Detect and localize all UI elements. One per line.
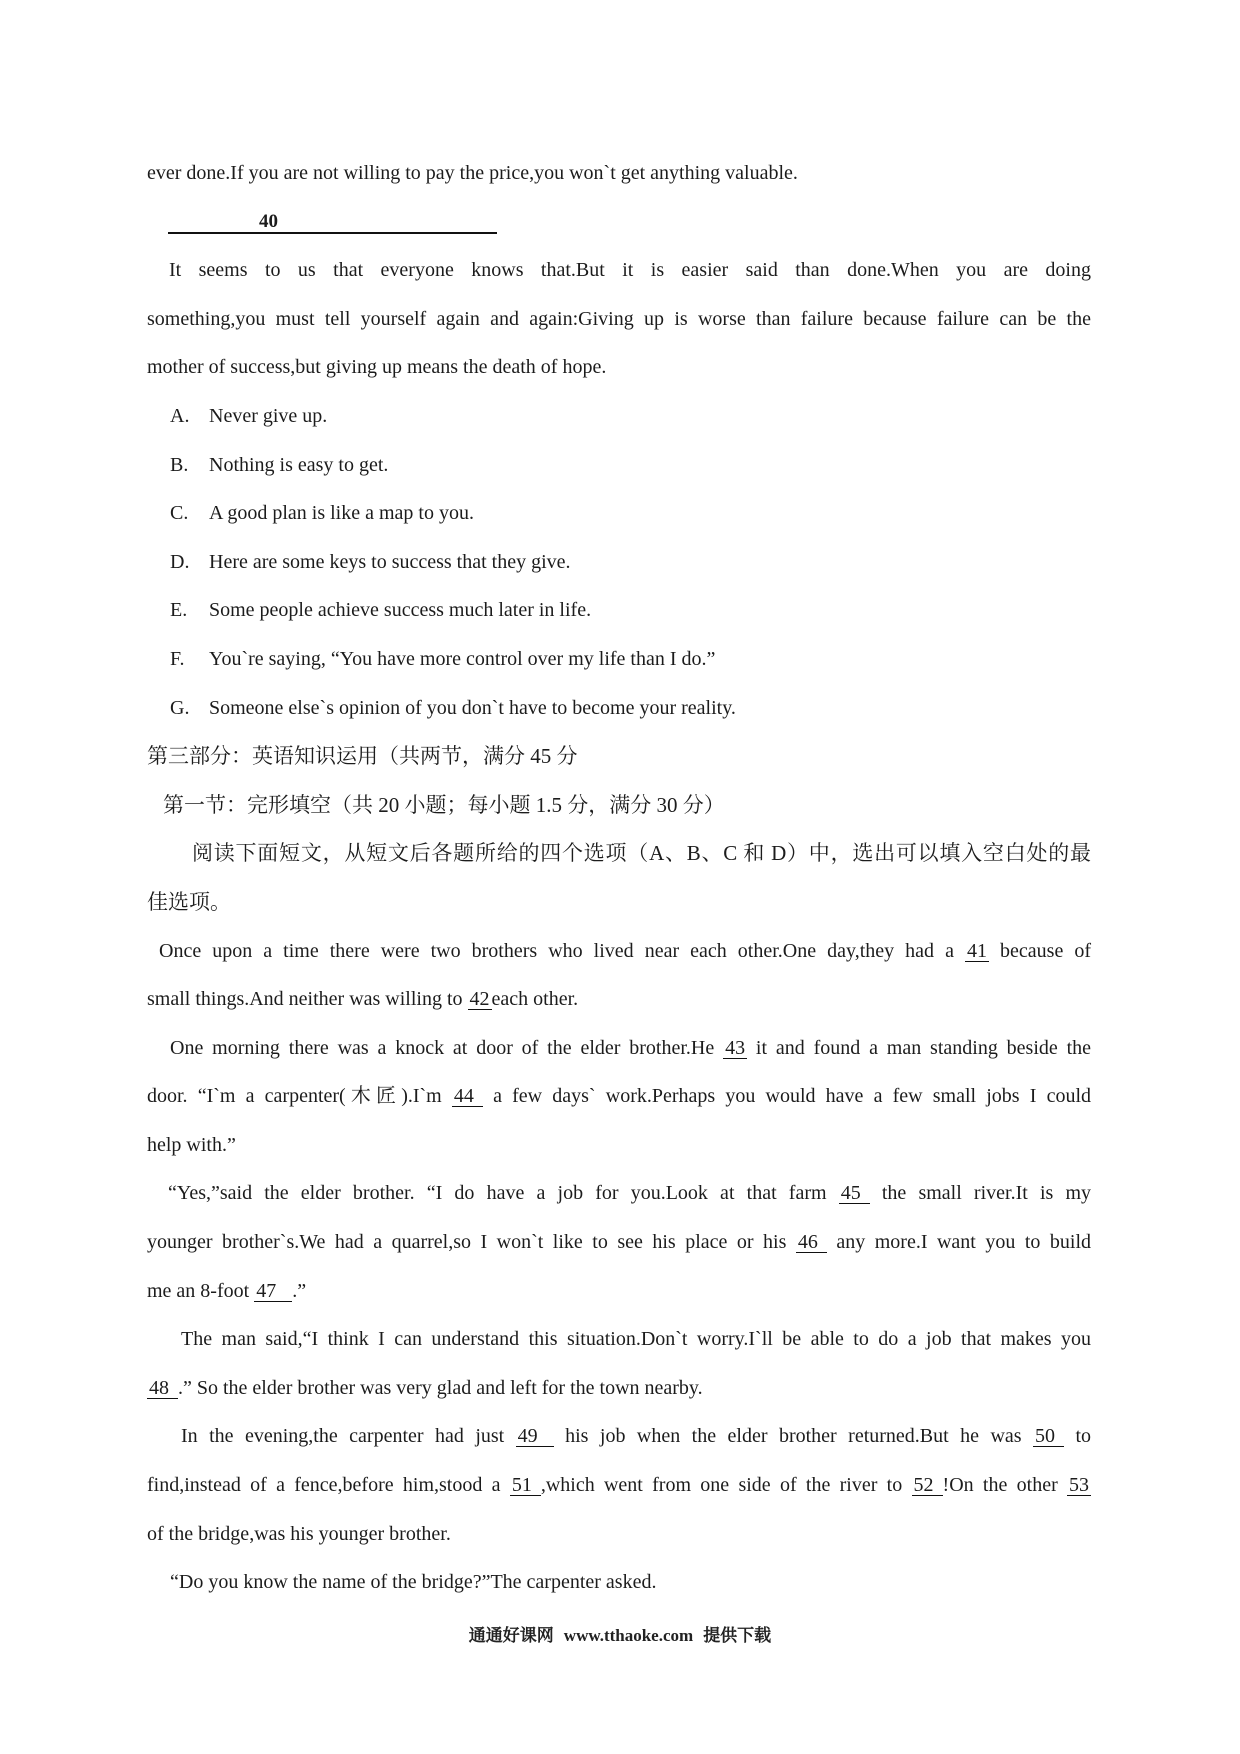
cloze-blank-45: 45 — [839, 1183, 870, 1204]
cloze-blank-42: 42 — [469, 988, 490, 1011]
part-three-heading: 第三部分：英语知识运用（共两节，满分 45 分 — [147, 744, 578, 769]
passage-text: me an 8-foot — [147, 1279, 250, 1302]
passage-text: One morning there was a knock at door of the elder brother.He — [170, 1036, 715, 1059]
passage-text: a few days` work.Perhaps you would have a few small jobs I could — [493, 1085, 1092, 1108]
cloze-blank-43: 43 — [725, 1036, 746, 1059]
cloze-blank-53: 53 — [1069, 1474, 1090, 1497]
passage-text: Once upon a time there were two brothers who lived near each other.One day,they had a — [159, 939, 954, 962]
passage-line — [147, 1412, 1091, 1461]
paragraph-line: mother of success,but giving up means the death of hope. — [147, 356, 607, 379]
passage-line — [147, 1218, 1091, 1267]
instructions-line: 阅读下面短文，从短文后各题所给的四个选项（A、B、C 和 D）中，选出可以填入空白处的最 — [192, 841, 1091, 866]
passage-line — [147, 975, 1091, 1024]
passage-text: In the evening,the carpenter had just — [181, 1425, 505, 1448]
passage-line — [147, 1315, 1091, 1364]
page-body — [147, 149, 1091, 1607]
cloze-blank-48: 48 — [147, 1378, 178, 1399]
option-item-f — [147, 635, 1091, 684]
cloze-blank-46: 46 — [796, 1232, 827, 1253]
option-item-d — [147, 538, 1091, 587]
passage-text: to — [1075, 1425, 1092, 1448]
option-letter: D. — [170, 550, 190, 573]
passage-text: “Do you know the name of the bridge?”The carpenter asked. — [170, 1571, 657, 1594]
passage-line — [147, 1510, 1091, 1559]
option-item-e — [147, 586, 1091, 635]
passage-text: help with.” — [147, 1133, 236, 1156]
footer-note: 提供下载 — [703, 1626, 772, 1645]
passage-text: any more.I want you to build — [836, 1231, 1092, 1254]
passage-text: small things.And neither was willing to — [147, 988, 463, 1011]
option-item-b — [147, 441, 1091, 490]
option-text: Some people achieve success much later in life. — [209, 599, 592, 622]
passage-line — [147, 1072, 1091, 1121]
option-item-g — [147, 684, 1091, 733]
option-text: Never give up. — [209, 404, 328, 427]
passage-text: “Yes,”said the elder brother. “I do have a job for you.Look at that farm — [168, 1182, 827, 1205]
option-letter: B. — [170, 453, 189, 476]
passage-text: The man said,“I think I can understand this situation.Don`t worry.I`ll be able to do a job that makes you — [181, 1328, 1091, 1351]
passage-text: his job when the elder brother returned.But he was — [565, 1425, 1022, 1448]
cloze-blank-49: 49 — [516, 1426, 554, 1447]
paragraph-line: something,you must tell yourself again and again:Giving up is worse than failure because failure can be the — [147, 307, 1091, 330]
passage-text: it and found a man standing beside the — [755, 1036, 1092, 1059]
instructions-line: 佳选项。 — [147, 889, 231, 914]
option-text: Here are some keys to success that they give. — [209, 550, 571, 573]
passage-line — [147, 1364, 1091, 1413]
passage-line — [147, 927, 1091, 976]
passage-line — [147, 1169, 1091, 1218]
footer-site-name: 通通好课网 — [468, 1626, 554, 1645]
passage-line — [147, 1267, 1091, 1316]
option-text: Nothing is easy to get. — [209, 453, 389, 476]
option-letter: G. — [170, 696, 190, 719]
cloze-blank-52: 52 — [912, 1475, 943, 1496]
passage-text: because of — [1000, 939, 1092, 962]
passage-line — [147, 1121, 1091, 1170]
page-footer — [0, 1623, 1240, 1649]
option-letter: A. — [170, 404, 190, 427]
passage-line — [147, 1461, 1091, 1510]
passage-text: .” So the elder brother was very glad and left for the town nearby. — [178, 1376, 703, 1399]
passage-text: of the bridge,was his younger brother. — [147, 1522, 451, 1545]
passage-text: ,which went from one side of the river to — [540, 1474, 903, 1497]
passage-line — [147, 1558, 1091, 1607]
cloze-blank-51: 51 — [510, 1475, 541, 1496]
footer-url: www.tthaoke.com — [563, 1626, 694, 1645]
cloze-blank-41: 41 — [967, 939, 987, 962]
passage-text: each other. — [491, 988, 579, 1011]
option-item-a — [147, 392, 1091, 441]
option-item-c — [147, 489, 1091, 538]
paragraph-line: It seems to us that everyone knows that.But it is easier said than done.When you are doing — [169, 259, 1091, 282]
option-text: A good plan is like a map to you. — [209, 502, 474, 525]
answer-blank-40: 40 — [168, 212, 497, 234]
cloze-blank-44: 44 — [452, 1086, 483, 1107]
answer-blank-40-row — [147, 198, 1091, 247]
passage-text: younger brother`s.We had a quarrel,so I won`t like to see his place or his — [147, 1231, 787, 1254]
passage-text: find,instead of a fence,before him,stood a — [147, 1474, 501, 1497]
option-text: You`re saying, “You have more control over my life than I do.” — [209, 647, 716, 670]
option-letter: E. — [170, 599, 188, 622]
option-letter: F. — [170, 647, 185, 670]
section-one-heading: 第一节：完形填空（共 20 小题；每小题 1.5 分，满分 30 分） — [163, 792, 725, 817]
option-letter: C. — [170, 502, 189, 525]
cloze-blank-50: 50 — [1033, 1426, 1064, 1447]
cloze-blank-47: 47 — [254, 1281, 292, 1302]
option-text: Someone else`s opinion of you don`t have to become your reality. — [209, 696, 736, 719]
passage-text: door. “I`m a carpenter(木匠).I`m — [147, 1085, 442, 1108]
passage-text: the small river.It is my — [881, 1182, 1091, 1205]
passage-text: .” — [292, 1279, 307, 1302]
previous-paragraph-end: ever done.If you are not willing to pay the price,you won`t get anything valuable. — [147, 162, 798, 184]
passage-text: !On the other — [942, 1474, 1058, 1497]
passage-line — [147, 1024, 1091, 1073]
